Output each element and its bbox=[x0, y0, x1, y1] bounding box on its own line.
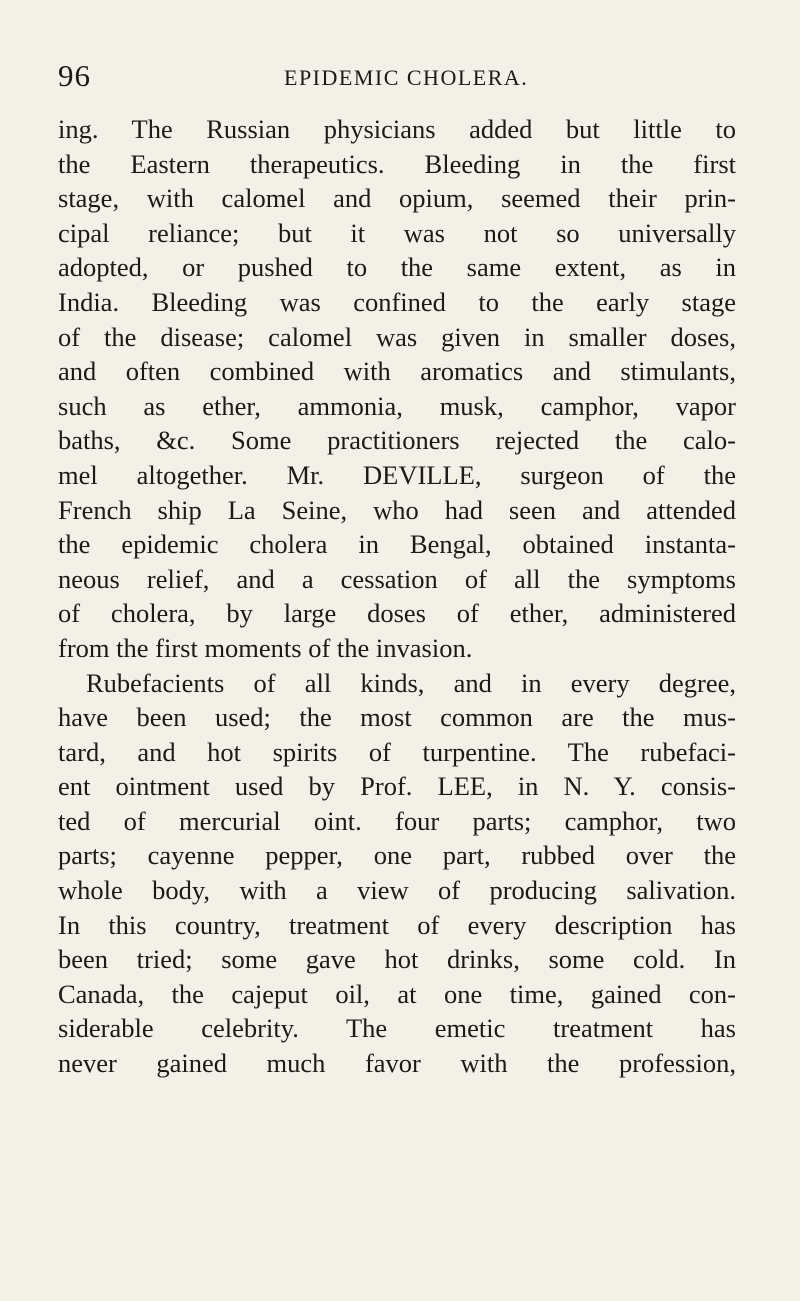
text-line: French ship La Seine, who had seen and attended bbox=[58, 494, 736, 525]
text-line: from the first moments of the invasion. bbox=[58, 632, 473, 663]
text-line: tard, and hot spirits of turpentine. The rubefaci- bbox=[58, 736, 736, 767]
text-line: cipal reliance; but it was not so universally bbox=[58, 217, 736, 248]
text-line: adopted, or pushed to the same extent, as in bbox=[58, 252, 736, 283]
text-line: neous relief, and a cessation of all the symptoms bbox=[58, 563, 736, 594]
text-line: ing. The Russian physicians added but little to bbox=[58, 114, 736, 144]
text-line: ent ointment used by Prof. LEE, in N. Y. consis- bbox=[58, 771, 736, 802]
text-line: ted of mercurial oint. four parts; camphor, two bbox=[58, 805, 736, 836]
text-line: In this country, treatment of every description has bbox=[58, 909, 736, 940]
text-line: have been used; the most common are the mus- bbox=[58, 702, 736, 733]
body-text bbox=[58, 112, 736, 1081]
text-line: Canada, the cajeput oil, at one time, gained con- bbox=[58, 978, 736, 1009]
text-line: siderable celebrity. The emetic treatment has bbox=[58, 1013, 736, 1044]
running-head bbox=[58, 58, 742, 98]
page-number: 96 bbox=[58, 58, 91, 93]
text-line: stage, with calomel and opium, seemed their prin- bbox=[58, 183, 736, 214]
text-line: been tried; some gave hot drinks, some cold. In bbox=[58, 944, 736, 975]
text-line: such as ether, ammonia, musk, camphor, vapor bbox=[58, 390, 736, 421]
text-line: the epidemic cholera in Bengal, obtained instanta- bbox=[58, 529, 736, 560]
text-line: mel altogether. Mr. DEVILLE, surgeon of the bbox=[58, 459, 736, 490]
text-line: Rubefacients of all kinds, and in every degree, bbox=[86, 667, 736, 698]
running-title: EPIDEMIC CHOLERA. bbox=[284, 65, 529, 90]
text-line: whole body, with a view of producing salivation. bbox=[58, 875, 736, 906]
text-line: baths, &c. Some practitioners rejected the calo- bbox=[58, 425, 736, 456]
text-line: and often combined with aromatics and stimulants, bbox=[58, 356, 736, 387]
text-line: of the disease; calomel was given in smaller doses, bbox=[58, 321, 736, 352]
text-line: India. Bleeding was confined to the early stage bbox=[58, 286, 736, 317]
text-line: never gained much favor with the profession, bbox=[58, 1048, 736, 1079]
text-line: parts; cayenne pepper, one part, rubbed over the bbox=[58, 840, 736, 871]
text-line: the Eastern therapeutics. Bleeding in the first bbox=[58, 148, 736, 179]
text-line: of cholera, by large doses of ether, administered bbox=[58, 598, 736, 629]
